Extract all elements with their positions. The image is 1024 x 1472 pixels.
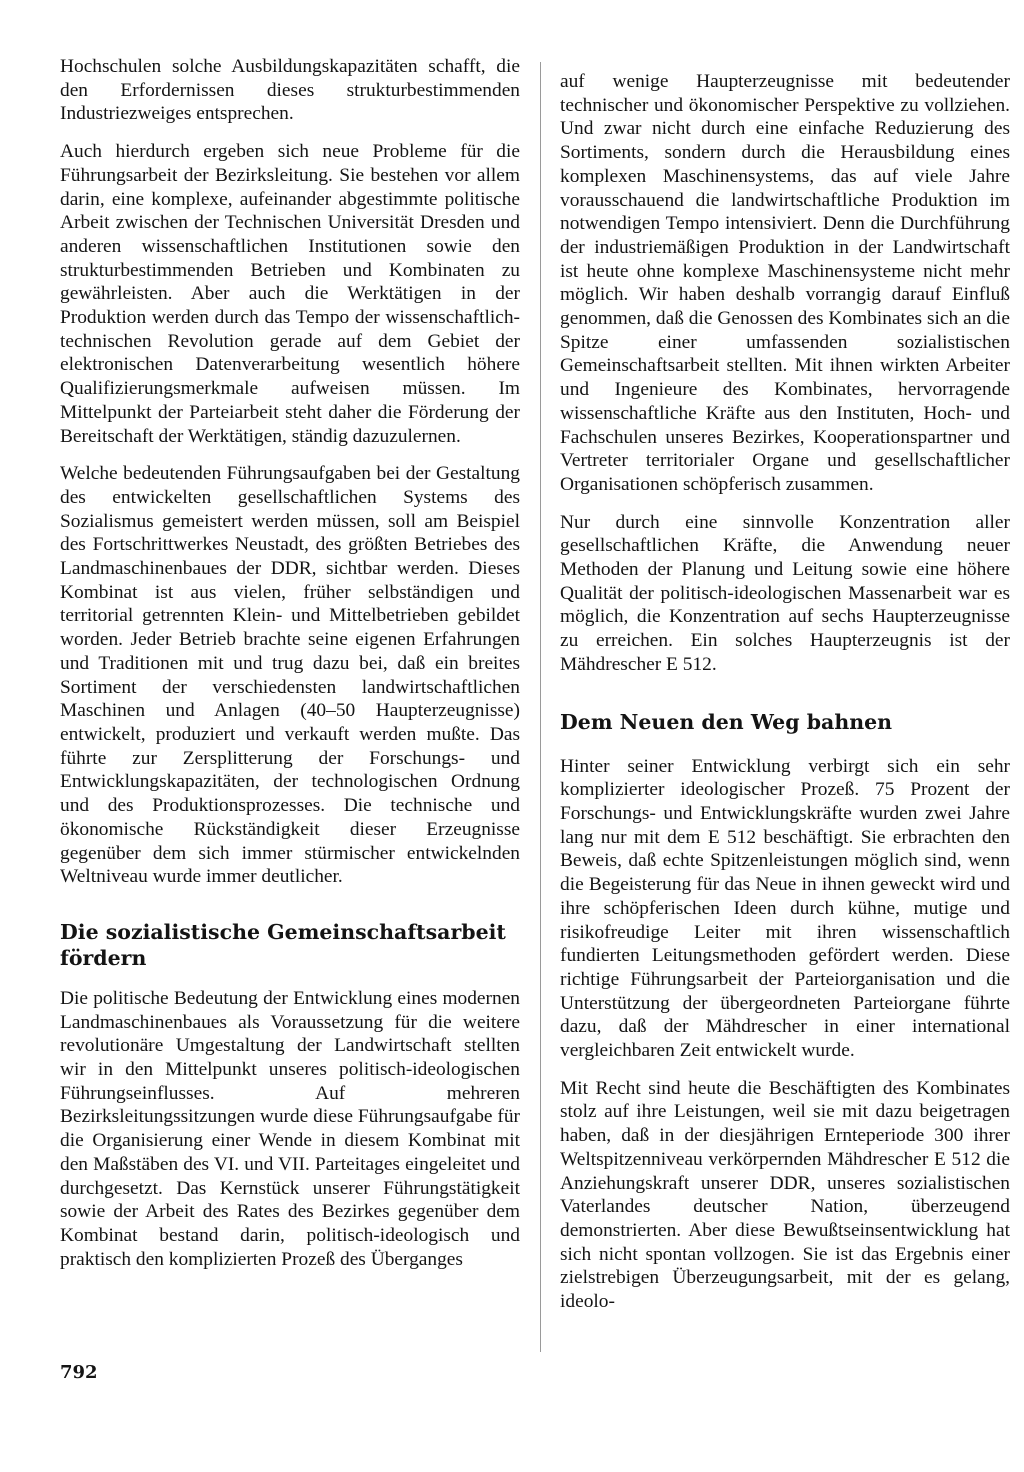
right-column bbox=[560, 70, 1010, 1328]
page-number: 792 bbox=[60, 1362, 98, 1383]
left-paragraph-2: Auch hierdurch ergeben sich neue Probleme für die Führungsarbeit der Bezirksleitung. Sie bestehen vor allem darin, eine komplexe, aufeinander abgestimmte politische Arbeit zwischen der Technischen Universität Dresden und anderen wissenschaftlichen Institutionen sowie den strukturbestimmenden Betrieben und Kombinaten zu gewährleisten. Aber auch die Werktätigen in der Produktion werden durch das Tempo der wissenschaftlich-technischen Revolution gerade auf dem Gebiet der elektronischen Datenverarbeitung wesentlich höhere Qualifizierungsmerkmale aufweisen müssen. Im Mittelpunkt der Parteiarbeit steht daher die Förderung der Bereitschaft der Werktätigen, ständig dazuzulernen. bbox=[60, 141, 520, 447]
left-paragraph-1: Hochschulen solche Ausbildungskapazitäten schafft, die den Erfordernissen dieses strukturbestimmenden Industriezweiges entsprechen. bbox=[60, 56, 520, 125]
right-section-heading: Dem Neuen den Weg bahnen bbox=[560, 709, 893, 734]
right-paragraph-4: Mit Recht sind heute die Beschäftigten des Kombinates stolz auf ihre Leistungen, weil sie mit dazu beigetragen haben, daß in der diesjährigen Ernteperiode 300 ihrer Weltspitzenniveau verkörpernden Mähdrescher E 512 die Anziehungskraft unserer DDR, unseres sozialistischen Vaterlandes deutscher Nation, überzeugend demonstrierten. Aber diese Bewußtseinsentwicklung hat sich nicht spontan vollzogen. Sie ist das Ergebnis einer zielstrebigen Überzeugungsarbeit, mit der es gelang, ideolo- bbox=[560, 1077, 1010, 1313]
column-divider bbox=[540, 62, 541, 1352]
right-paragraph-1: auf wenige Haupterzeugnisse mit bedeutender technischer und ökonomischer Perspektive zu vollziehen. Und zwar nicht durch eine einfache Reduzierung des Sortiments, sondern durch die Herausbildung eines komplexen Maschinensystems, das auf viele Jahre vorausschauend die landwirtschaftliche Produktion im notwendigen Tempo intensiviert. Denn die Durchführung der industriemäßigen Produktion in der Landwirtschaft ist heute ohne komplexe Maschinensysteme nicht mehr möglich. Wir haben deshalb vorrangig darauf Einfluß genommen, daß die Genossen des Kombinates sich an die Spitze einer umfassenden sozialistischen Gemeinschaftsarbeit stellten. Mit ihnen wirkten Arbeiter und Ingenieure des Kombinates, hervorragende wissenschaftliche Kräfte aus den Instituten, Hoch- und Fachschulen unseres Bezirkes, Kooperationspartner und Vertreter territorialer Organe und gesellschaftlicher Organisationen schöpferisch zusammen. bbox=[560, 71, 1010, 495]
left-section-heading: Die sozialistische Gemeinschaftsarbeit fördern bbox=[60, 919, 506, 970]
left-column bbox=[60, 55, 520, 1285]
left-paragraph-3: Welche bedeutenden Führungsaufgaben bei der Gestaltung des entwickelten gesellschaftlichen Systems des Sozialismus gemeistert werden müssen, soll am Beispiel des Fortschrittwerkes Neustadt, des größten Betriebes des Landmaschinenbaues der DDR, sichtbar werden. Dieses Kombinat ist aus vielen, früher selbständigen und territorial getrennten Klein- und Mittelbetrieben gebildet worden. Jeder Betrieb brachte seine eigenen Erfahrungen und Traditionen mit und trug dazu bei, daß ein breites Sortiment der verschiedensten landwirtschaftlichen Maschinen und Anlagen (40–50 Haupterzeugnisse) entwickelt, produziert und verkauft werden mußte. Das führte zur Zersplitterung der Forschungs- und Entwicklungskapazitäten, der technologischen Ordnung und des Produktionsprozesses. Die technische und ökonomische Rückständigkeit dieser Erzeugnisse gegenüber dem sich immer stürmischer entwickelnden Weltniveau wurde immer deutlicher. bbox=[60, 463, 520, 888]
left-paragraph-4: Die politische Bedeutung der Entwicklung eines modernen Landmaschinenbaues als Voraussetzung für die weitere revolutionäre Umgestaltung der Landwirtschaft stellten wir in den Mittelpunkt unseres politisch-ideologischen Führungseinflusses. Auf mehreren Bezirksleitungssitzungen wurde diese Führungsaufgabe für die Organisierung einer Wende in diesem Kombinat mit den Maßstäben des VI. und VII. Parteitages eingeleitet und durchgesetzt. Das Kernstück unserer Führungstätigkeit sowie der Arbeit des Rates des Bezirkes gegenüber dem Kombinat bestand darin, politisch-ideologisch und praktisch den komplizierten Prozeß des Überganges bbox=[60, 987, 520, 1270]
right-paragraph-3: Hinter seiner Entwicklung verbirgt sich ein sehr komplizierter ideologischer Prozeß. 75 Prozent der Forschungs- und Entwicklungskräfte wurden zwei Jahre lang nur mit dem E 512 beschäftigt. Sie erbrachten den Beweis, daß echte Spitzenleistungen möglich sind, wenn die Begeisterung für das Neue in ihnen geweckt wird und ihre schöpferischen Ideen durch kühne, mutige und risikofreudige Leiter mit ihren wissenschaftlich fundierten Leitungsmethoden gefördert werden. Diese richtige Führungsarbeit der Parteiorganisation und die Unterstützung der übergeordneten Parteiorgane führte dazu, daß der Mähdrescher in einer international vergleichbaren Zeit entwickelt wurde. bbox=[560, 755, 1010, 1062]
right-paragraph-2: Nur durch eine sinnvolle Konzentration aller gesellschaftlichen Kräfte, die Anwendung neuer Methoden der Planung und Leitung sowie eine höhere Qualität der politisch-ideologischen Massenarbeit war es möglich, die Konzentration auf sechs Haupterzeugnisse zu erreichen. Ein solches Haupterzeugnis ist der Mähdrescher E 512. bbox=[560, 511, 1010, 675]
